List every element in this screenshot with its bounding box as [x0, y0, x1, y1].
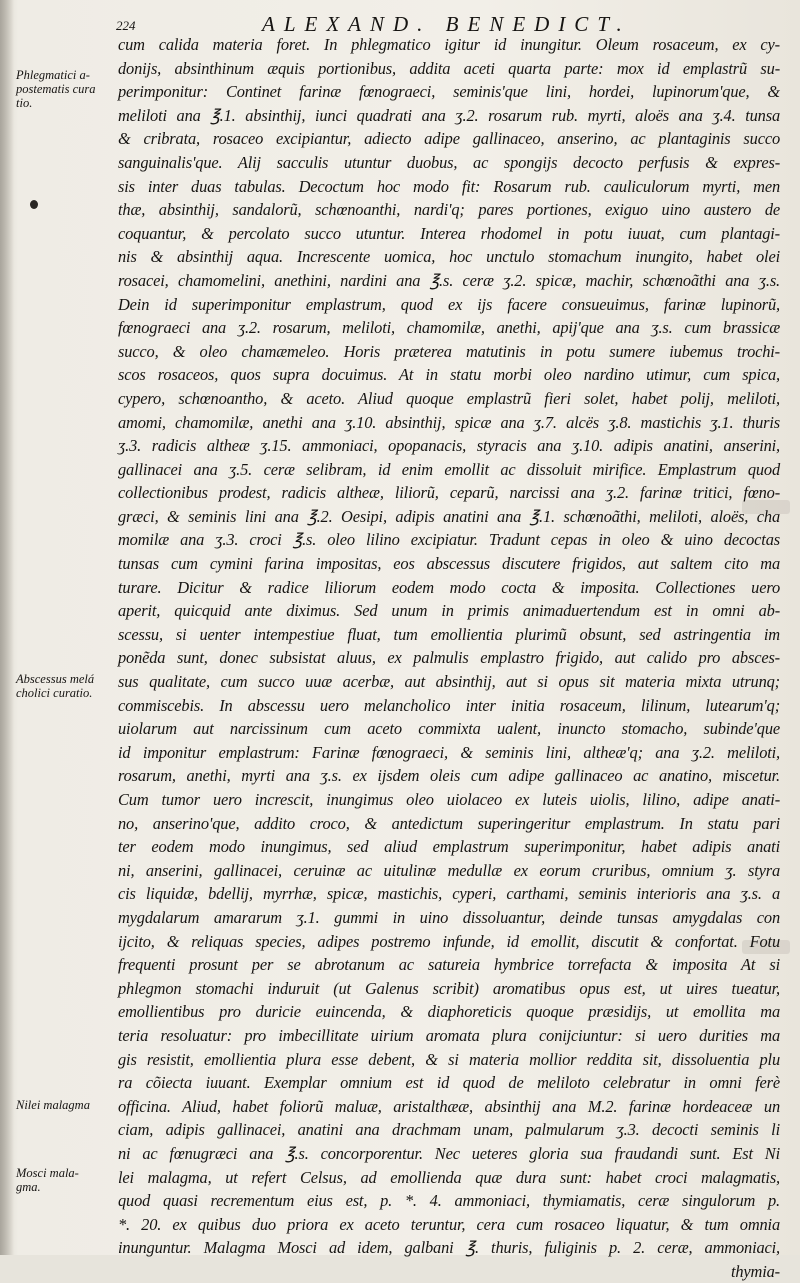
- text-line: ra cõiecta iuuant. Exemplar omnium est id quod de meliloto celebratur in omni ferè: [118, 1073, 780, 1093]
- page-number: 224: [116, 18, 136, 33]
- body-text: [118, 33, 780, 1283]
- text-line: uiolarum aut narcissinum cum aceto commixta ualent, inuncto stomacho, subinde'que: [118, 719, 780, 739]
- text-line: nis & absinthij aqua. Increscente uomica, hoc unctulo stomachum inungito, habet olei: [118, 247, 780, 267]
- text-line: mygdalarum amararum ʒ.1. gummi in uino dissoluantur, deinde tunsas amygdalas con: [118, 907, 780, 927]
- text-line: cypero, schœnoantho, & aceto. Aliud quoque emplastrũ fieri solet, habet polij, meliloti,: [118, 388, 780, 408]
- page-header: [0, 8, 800, 36]
- text-line: phlegmon stomachi induruit (ut Galenus scribit) aromatibus opus est, ut uires tueatur,: [118, 978, 780, 998]
- text-line: ni, anserini, gallinacei, ceruinæ ac uitulinæ medullæ ex eorum cruribus, omnium ʒ. styra: [118, 860, 780, 880]
- marginal-line: Nilei malagma: [16, 1098, 90, 1112]
- text-line: thymia-: [730, 1261, 780, 1281]
- text-line: succo, & oleo chamæmeleo. Horis præterea matutinis in potu sumere iubemus trochi-: [118, 341, 780, 361]
- text-line: scos rosaceos, quos supra docuimus. At in statu morbi oleo nardino utimur, cum spica,: [118, 365, 780, 385]
- text-line: rosarum, anethi, myrti ana ʒ.s. ex ijsdem oleis cum adipe gallinaceo ac anatino, miscetur.: [118, 766, 780, 786]
- text-line: teria resoluatur: pro imbecillitate uirium aromata plura conijciuntur: si uero durities ma: [118, 1025, 780, 1045]
- marginal-note-moschus-malagma: [16, 1166, 116, 1194]
- text-line: ni ac fœnugræci ana ℥.s. concorporentur. Nec ueteres gloria sua fraudandi sunt. Est Ni: [118, 1143, 780, 1163]
- text-line: no, anserino'que, addito croco, & antedictum superingeritur emplastrum. In statu pari: [118, 813, 780, 833]
- text-line: fœnograeci ana ʒ.2. rosarum, meliloti, chamomilæ, anethi, apij'que ana ʒ.s. cum brassicæ: [118, 318, 780, 338]
- text-line: Dein id superimponitur emplastrum, quod ex ijs facere consueuimus, farinæ lupinorũ,: [118, 294, 780, 314]
- text-line: & cribrata, rosaceo excipiantur, adiecto adipe gallinaceo, anserino, ac plantaginis succo: [118, 129, 780, 149]
- marginal-line: Mosci mala-: [16, 1166, 79, 1180]
- text-line: sanguinalis'que. Alij sacculis utuntur duobus, ac spongijs decocto perfusis & expres-: [118, 152, 780, 172]
- text-line: perimponitur: Continet farinæ fœnograeci, seminis'que lini, hordei, lupinorum'que, &: [118, 82, 780, 102]
- text-line: lei malagma, ut refert Celsus, ad emollienda quæ dura sunt: habet croci malagmatis,: [118, 1167, 780, 1187]
- text-line: aperit, quicquid ante diximus. Sed unum in primis animaduertendum est in omni ab-: [118, 601, 780, 621]
- text-line: ʒ.3. radicis altheæ ʒ.15. ammoniaci, opopanacis, styracis ana ʒ.10. adipis anatini, anserini,: [118, 436, 780, 456]
- text-line: inunguntur. Malagma Mosci ad idem, galbani ℥. thuris, fuliginis p. 2. ceræ, ammoniaci,: [118, 1238, 780, 1258]
- text-line: id imponitur emplastrum: Farinæ fœnograeci, & seminis lini, altheæ'q; ana ʒ.2. meliloti,: [118, 742, 780, 762]
- marginal-note-phlegmatic-cure: [16, 68, 116, 110]
- text-line: ter eodem modo inungimus, sed aliud emplastrum superimponitur, habet adipis anati: [118, 837, 780, 857]
- margin-bullet-mark: [30, 200, 38, 209]
- marginal-line: postematis cura: [16, 82, 96, 96]
- text-line: sis inter duas tabulas. Decoctum hoc modo fit: Rosarum rub. cauliculorum myrti, men: [118, 176, 780, 196]
- text-line: gallinacei ana ʒ.5. ceræ selibram, id enim emollit ac dissoluit mirifice. Emplastrum quod: [118, 459, 780, 479]
- marginal-line: Phlegmatici a-: [16, 68, 90, 82]
- text-line: collectionibus prodest, radicis altheæ, liliorũ, ceparũ, narcissi ana ʒ.2. farinæ tritici, fœno-: [118, 483, 780, 503]
- text-line: tunsas cum cymini farina impositas, eos abscessus discutere frigidos, aut saltem cito ma: [118, 554, 780, 574]
- text-line: cum calida materia foret. In phlegmatico igitur id inungitur. Oleum rosaceum, ex cy-: [118, 35, 780, 54]
- text-line: thæ, absinthij, sandalorũ, schœnoanthi, nardi'q; pares portiones, exiguo uino austero de: [118, 200, 780, 220]
- text-line: quod quasi recrementum eius est, p. *. 4. ammoniaci, thymiamatis, ceræ singulorum p.: [118, 1191, 780, 1211]
- text-line: turare. Dicitur & radice liliorum eodem modo cocta & imposita. Collectiones uero: [118, 577, 780, 597]
- marginal-line: Abscessus melá: [16, 672, 95, 686]
- marginal-note-nileus-malagma: [16, 1098, 116, 1112]
- text-line: ponẽda sunt, donec subsistat aluus, ex palmulis emplastro frigido, aut calido pro absces-: [118, 648, 780, 668]
- text-line: frequenti prosunt per se abrotanum ac satureia hymbrice torrefacta & imposita At si: [118, 955, 780, 975]
- text-line: sus qualitate, cum succo uuæ acerbæ, aut absinthij, aut si opus sit materia mixta utrunq;: [118, 672, 780, 692]
- text-line: ciam, adipis gallinacei, anatini ana drachmam unam, palmularum ʒ.3. decocti seminis li: [118, 1120, 780, 1140]
- text-line: scessu, si uenter intempestiue fluat, tum emollientia plurimũ obsunt, sed astringentia im: [118, 624, 780, 644]
- text-line: *. 20. ex quibus duo priora ex aceto teruntur, cera cum rosaceo liquatur, & tum omnia: [118, 1214, 780, 1234]
- text-line: commiscebis. In abscessu uero melancholico inter initia rosaceum, lilinum, lutearum'q;: [118, 695, 780, 715]
- gutter-shadow: [0, 0, 14, 1255]
- text-line: officina. Aliud, habet foliorũ maluæ, aristalthææ, absinthij ana M.2. farinæ hordeaceæ un: [118, 1096, 780, 1116]
- text-line: amomi, chamomilæ, anethi ana ʒ.10. absinthij, spicæ ana ʒ.7. alcës ʒ.8. mastichis ʒ.1. thuris: [118, 412, 780, 432]
- marginal-line: tio.: [16, 96, 33, 110]
- text-line: Cum tumor uero increscit, inungimus oleo uiolaceo ex luteis uiolis, lilino, adipe anati-: [118, 790, 780, 809]
- text-line: rosacei, chamomelini, anethini, nardini ana ℥.s. ceræ ʒ.2. spicæ, machir, schœnoãthi ana ʒ.s.: [118, 270, 780, 290]
- text-line: donijs, absinthinum æquis portionibus, addita aceti quarta parte: mox id emplastrũ su-: [118, 58, 780, 78]
- text-line: græci, & seminis lini ana ℥.2. Oesipi, adipis anatini ana ℥.1. schœnoãthi, meliloti, aloës, cha: [118, 506, 780, 526]
- text-line: gis resistit, emollientia plura esse debent, & si materia mollior reddita sit, dissoluentia plu: [118, 1049, 780, 1069]
- text-line: meliloti ana ℥.1. absinthij, iunci quadrati ana ʒ.2. rosarum rub. myrti, aloës ana ʒ.4. tunsa: [118, 105, 780, 125]
- running-head: ALEXAND. BENEDICT.: [262, 12, 631, 36]
- text-line: cis liquidæ, bdellij, myrrhæ, spicæ, mastichis, cyperi, carthami, seminis interioris ana ʒ.s. a: [118, 884, 780, 904]
- marginal-line: cholici curatio.: [16, 686, 93, 700]
- marginal-line: gma.: [16, 1180, 41, 1194]
- text-line: momilæ ana ʒ.3. croci ℥.s. oleo lilino excipiatur. Tradunt cepas in oleo & uino decoctas: [118, 530, 780, 550]
- marginal-note-melancholic-cure: [16, 672, 116, 700]
- text-line: ijcito, & reliquas species, adipes postremo infunde, id emollit, discutit & confortat. Fotu: [118, 931, 780, 951]
- text-line: coquantur, & percolato succo utuntur. Interea rhodomel in potu iuuat, cum plantagi-: [118, 223, 780, 243]
- text-line: emollientibus pro duricie euincenda, & diaphoreticis quoque præsidijs, ut emollita ma: [118, 1002, 780, 1022]
